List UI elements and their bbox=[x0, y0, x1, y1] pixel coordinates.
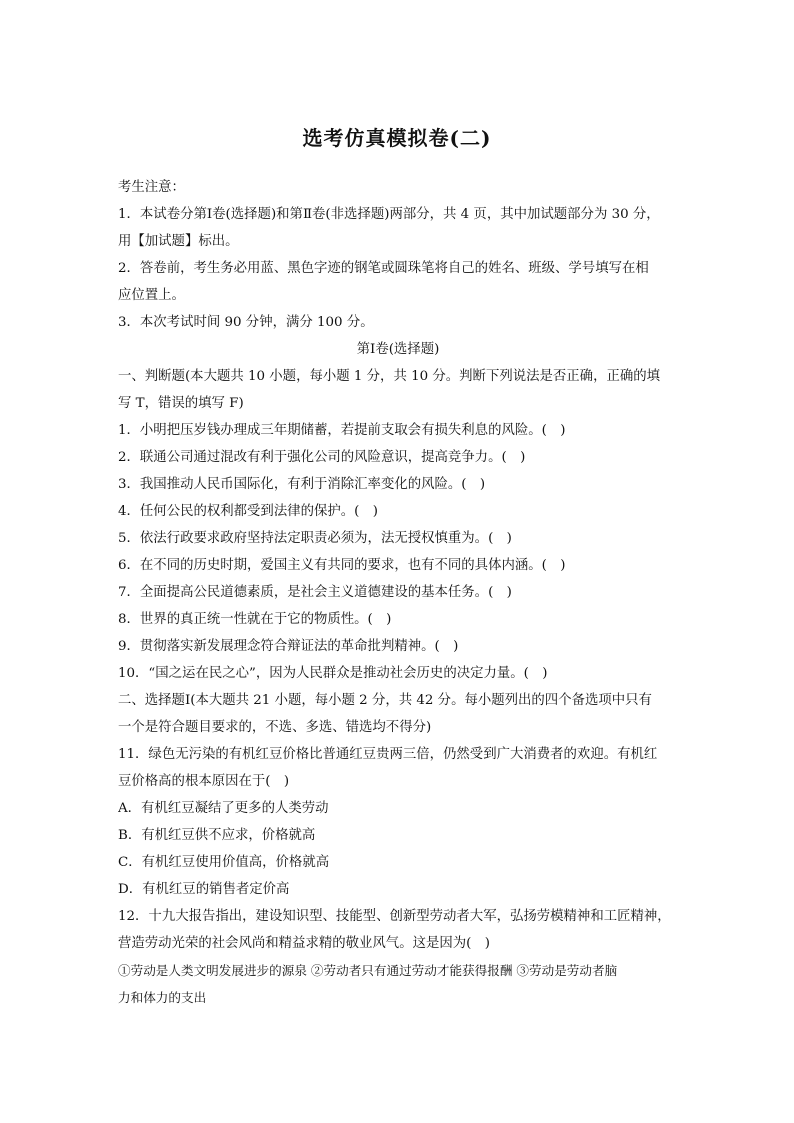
notice-item-2-line-1: 2．答卷前，考生务必用蓝、黑色字迹的钢笔或圆珠笔将自己的姓名、班级、学号填写在相 bbox=[118, 261, 649, 276]
question-12-statements-line-1: ①劳动是人类文明发展进步的源泉 ②劳动者只有通过劳动才能获得报酬 ③劳动是劳动者脑 bbox=[118, 963, 618, 978]
question-7: 7．全面提高公民道德素质，是社会主义道德建设的基本任务。( ) bbox=[118, 585, 512, 600]
section1-heading-line-2: 写 T，错误的填写 F) bbox=[118, 396, 244, 411]
question-11-option-d: D．有机红豆的销售者定价高 bbox=[118, 882, 290, 897]
question-11-option-c: C．有机红豆使用价值高，价格就高 bbox=[118, 855, 330, 870]
notice-item-2-line-2: 应位置上。 bbox=[118, 288, 185, 303]
question-4: 4．任何公民的权利都受到法律的保护。( ) bbox=[118, 504, 378, 519]
section1-heading-line-1: 一、判断题(本大题共 10 小题，每小题 1 分，共 10 分。判断下列说法是否正确，正确的填 bbox=[118, 369, 661, 384]
question-12-statements-line-2: 力和体力的支出 bbox=[118, 990, 207, 1005]
question-11-stem-line-1: 11．绿色无污染的有机红豆价格比普通红豆贵两三倍，仍然受到广大消费者的欢迎。有机红 bbox=[118, 747, 658, 762]
page-title: 选考仿真模拟卷(二) bbox=[302, 126, 492, 150]
question-8: 8．世界的真正统一性就在于它的物质性。( ) bbox=[118, 612, 392, 627]
question-2: 2．联通公司通过混改有利于强化公司的风险意识，提高竞争力。( ) bbox=[118, 450, 526, 465]
question-6: 6．在不同的历史时期，爱国主义有共同的要求，也有不同的具体内涵。( ) bbox=[118, 558, 566, 573]
question-9: 9．贯彻落实新发展理念符合辩证法的革命批判精神。( ) bbox=[118, 639, 459, 654]
question-5: 5．依法行政要求政府坚持法定职责必须为，法无授权慎重为。( ) bbox=[118, 531, 512, 546]
question-12-stem-line-1: 12．十九大报告指出，建设知识型、技能型、创新型劳动者大军，弘扬劳模精神和工匠精神， bbox=[118, 909, 671, 924]
notice-item-3: 3．本次考试时间 90 分钟，满分 100 分。 bbox=[118, 315, 374, 330]
part1-heading: 第Ⅰ卷(选择题) bbox=[356, 342, 440, 357]
notice-heading: 考生注意： bbox=[118, 180, 185, 195]
section2-heading-line-1: 二、选择题Ⅰ(本大题共 21 小题，每小题 2 分，共 42 分。每小题列出的四个备选项中只有 bbox=[118, 693, 652, 708]
question-12-stem-line-2: 营造劳动光荣的社会风尚和精益求精的敬业风气。这是因为( ) bbox=[118, 936, 490, 951]
notice-item-1-line-1: 1．本试卷分第Ⅰ卷(选择题)和第Ⅱ卷(非选择题)两部分，共 4 页，其中加试题部分为 30 分， bbox=[118, 207, 660, 222]
question-1: 1．小明把压岁钱办理成三年期储蓄，若提前支取会有损失利息的风险。( ) bbox=[118, 423, 566, 438]
question-3: 3．我国推动人民币国际化，有利于消除汇率变化的风险。( ) bbox=[118, 477, 486, 492]
question-11-option-b: B．有机红豆供不应求，价格就高 bbox=[118, 828, 316, 843]
document-body bbox=[118, 174, 678, 1011]
question-11-option-a: A．有机红豆凝结了更多的人类劳动 bbox=[118, 801, 329, 816]
notice-item-1-line-2: 用【加试题】标出。 bbox=[118, 234, 239, 249]
section2-heading-line-2: 一个是符合题目要求的，不选、多选、错选均不得分) bbox=[118, 720, 432, 735]
question-10: 10．“国之运在民之心”，因为人民群众是推动社会历史的决定力量。( ) bbox=[118, 666, 548, 681]
question-11-stem-line-2: 豆价格高的根本原因在于( ) bbox=[118, 774, 290, 789]
